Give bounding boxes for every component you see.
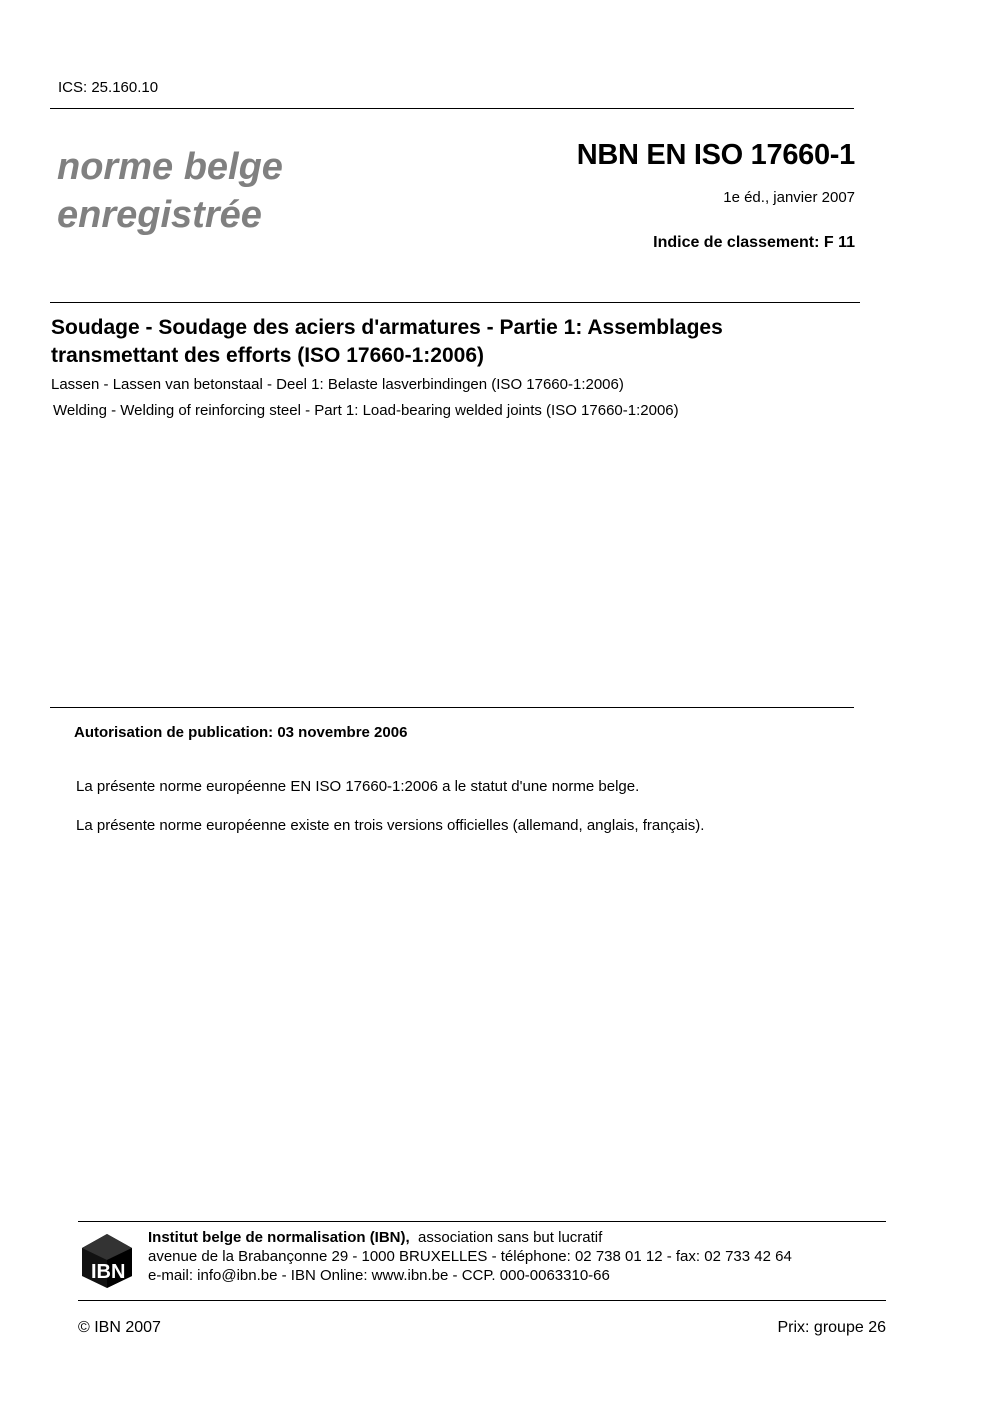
ics-code: ICS: 25.160.10 <box>58 79 159 96</box>
organisation-block <box>148 1228 792 1285</box>
status-paragraph: La présente norme européenne EN ISO 17660-1:2006 a le statut d'une norme belge. <box>76 778 640 795</box>
organisation-contact: e-mail: info@ibn.be - IBN Online: www.ibn.be - CCP. 000-0063310-66 <box>148 1267 610 1284</box>
title-divider <box>50 302 860 303</box>
organisation-name: Institut belge de normalisation (IBN), <box>148 1229 410 1246</box>
header-divider <box>50 108 854 109</box>
organisation-type: association sans but lucratif <box>418 1229 603 1246</box>
title-french <box>51 314 851 370</box>
publication-divider <box>50 707 854 708</box>
title-french-line1: Soudage - Soudage des aciers d'armatures - Partie 1: Assemblages <box>51 316 723 339</box>
price-group: Prix: groupe 26 <box>777 1319 886 1336</box>
norme-label-line1: norme belge <box>57 146 283 188</box>
standard-code: NBN EN ISO 17660-1 <box>576 139 855 171</box>
title-french-line2: transmettant des efforts (ISO 17660-1:2006) <box>51 344 484 367</box>
footer-top-divider <box>78 1221 886 1222</box>
organisation-address: avenue de la Brabançonne 29 - 1000 BRUXELLES - téléphone: 02 738 01 12 - fax: 02 733 42 64 <box>148 1248 792 1265</box>
copyright: © IBN 2007 <box>78 1319 161 1336</box>
ibn-logo-icon <box>80 1232 134 1290</box>
title-dutch: Lassen - Lassen van betonstaal - Deel 1: Belaste lasverbindingen (ISO 17660-1:2006) <box>51 376 624 393</box>
classification-index: Indice de classement: F 11 <box>653 234 855 251</box>
footer-bottom-divider <box>78 1300 886 1301</box>
title-english: Welding - Welding of reinforcing steel - Part 1: Load-bearing welded joints (ISO 17660-1:2006) <box>53 402 679 419</box>
organisation-name-line <box>148 1228 792 1247</box>
versions-paragraph: La présente norme européenne existe en trois versions officielles (allemand, anglais, français). <box>76 817 705 834</box>
publication-authorisation: Autorisation de publication: 03 novembre 2006 <box>74 724 408 741</box>
ibn-logo-letters: IBN <box>91 1261 126 1283</box>
norme-label <box>57 143 283 239</box>
edition-date: 1e éd., janvier 2007 <box>723 189 855 206</box>
norme-label-line2: enregistrée <box>57 194 262 236</box>
